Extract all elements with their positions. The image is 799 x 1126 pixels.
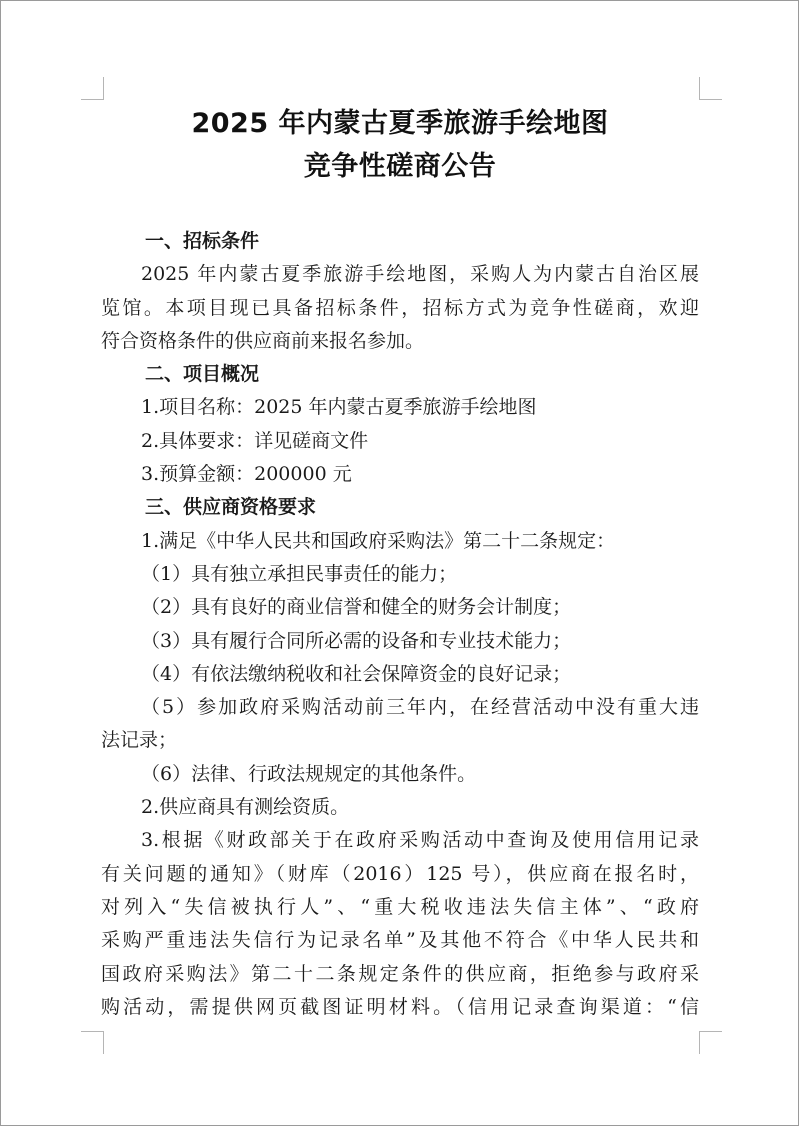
paragraph-line: 览馆。本项目现已具备招标条件，招标方式为竞争性磋商，欢迎	[101, 296, 699, 319]
requirement-3-line: 有关问题的通知》（财库（2016）125 号），供应商在报名时，	[101, 862, 699, 885]
document-title-line-2: 竞争性磋商公告	[303, 151, 497, 182]
crop-mark-top-left	[81, 77, 104, 100]
section-heading-2: 二、项目概况	[145, 363, 260, 386]
project-item-name: 1.项目名称：2025 年内蒙古夏季旅游手绘地图	[141, 396, 537, 419]
crop-mark-bottom-left	[81, 1031, 104, 1054]
requirement-2: 2.供应商具有测绘资质。	[141, 796, 350, 819]
project-item-requirements: 2.具体要求：详见磋商文件	[141, 429, 369, 452]
paragraph-line: 符合资格条件的供应商前来报名参加。	[101, 329, 425, 352]
section-heading-3: 三、供应商资格要求	[145, 496, 317, 519]
requirement-1-sub-1: （1）具有独立承担民事责任的能力；	[141, 562, 458, 585]
requirement-1-sub-2: （2）具有良好的商业信誉和健全的财务会计制度；	[141, 596, 572, 619]
requirement-3-line: 3.根据《财政部关于在政府采购活动中查询及使用信用记录	[141, 829, 699, 852]
requirement-1-sub-5: （5）参加政府采购活动前三年内，在经营活动中没有重大违	[141, 696, 699, 719]
requirement-1-sub-6: （6）法律、行政法规规定的其他条件。	[141, 762, 477, 785]
requirement-3-line: 采购严重违法失信行为记录名单”及其他不符合《中华人民共和	[101, 929, 699, 952]
requirement-3-line: 购活动，需提供网页截图证明材料。（信用记录查询渠道：“信	[101, 995, 699, 1018]
requirement-1-sub-4: （4）有依法缴纳税收和社会保障资金的良好记录；	[141, 662, 572, 685]
requirement-1: 1.满足《中华人民共和国政府采购法》第二十二条规定：	[141, 529, 616, 552]
section-heading-1: 一、招标条件	[145, 230, 260, 252]
paragraph-line: 2025 年内蒙古夏季旅游手绘地图，采购人为内蒙古自治区展	[141, 263, 699, 286]
requirement-1-sub-3: （3）具有履行合同所必需的设备和专业技术能力；	[141, 629, 572, 652]
crop-mark-top-right	[699, 77, 722, 100]
project-item-budget: 3.预算金额：200000 元	[141, 463, 352, 486]
requirement-3-line: 国政府采购法》第二十二条规定条件的供应商，拒绝参与政府采	[101, 962, 699, 985]
requirement-3-line: 对列入“失信被执行人”、“重大税收违法失信主体”、“政府	[101, 895, 699, 918]
requirement-1-sub-5-cont: 法记录；	[101, 729, 178, 752]
document-body	[101, 225, 699, 1024]
document-title-line-1: 2025 年内蒙古夏季旅游手绘地图	[191, 108, 609, 139]
crop-mark-bottom-right	[699, 1031, 722, 1054]
